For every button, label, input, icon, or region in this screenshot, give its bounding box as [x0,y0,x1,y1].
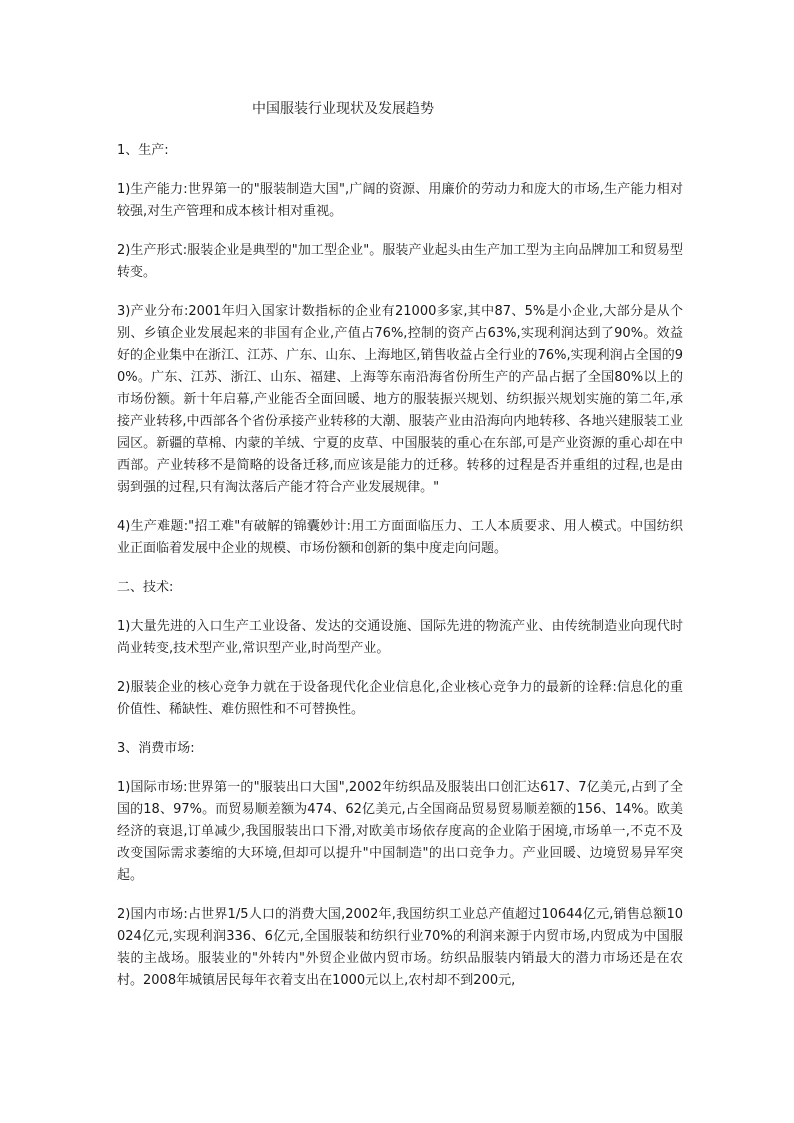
section-heading-consumer-market: 3、消费市场: [117,741,195,756]
paragraph-industry-distribution: 3)产业分布:2001年归入国家计数指标的企业有21000多家,其中87、5%是小企业,大部分是从个别、乡镇企业发展起来的非国有企业,产值占76%,控制的资产占63%,实现利润达到了90%。效益好的企业集中在浙江、江苏、广东、山东、上海地区,销售收益占全行业的76%,实现利润占全国的90%。广东、江苏、浙江、山东、福建、上海等东南沿海省份所生产的产品占据了全国80%以上的市场份额。新十年启幕,产业能否全面回暖、地方的服装振兴规划、纺织振兴规划实施的第二年,承接产业转移,中西部各个省份承接产业转移的大潮、服装产业由沿海向内地转移、各地兴建服装工业园区。新疆的草棉、内蒙的羊绒、宁夏的皮草、中国服装的重心在东部,可是产业资源的重心却在中西部。产业转移不是简略的设备迁移,而应该是能力的迁移。转移的过程是否并重组的过程,也是由弱到强的过程,只有淘汰落后产能才符合产业发展规律。" [117,304,683,495]
document-body [117,140,683,1009]
paragraph-production-difficulty: 4)生产难题:"招工难"有破解的锦囊妙计:用工方面面临压力、工人本质要求、用人模式。中国纺织业正面临着发展中企业的规模、市场份额和创新的集中度走向问题。 [117,519,683,556]
paragraph-technology-2: 2)服装企业的核心竞争力就在于设备现代化企业信息化,企业核心竞争力的最新的诠释:信息化的重价值性、稀缺性、难仿照性和不可替换性。 [117,680,683,717]
paragraph-production-capacity: 1)生产能力:世界第一的"服装制造大国",广阔的资源、用廉价的劳动力和庞大的市场,生产能力相对较强,对生产管理和成本核计相对重视。 [117,182,683,219]
paragraph-production-form: 2)生产形式:服装企业是典型的"加工型企业"。服装产业起头由生产加工型为主向品牌加工和贸易型转变。 [117,243,683,280]
section-heading-production: 1、生产: [117,143,169,158]
paragraph-technology-1: 1)大量先进的入口生产工业设备、发达的交通设施、国际先进的物流产业、由传统制造业向现代时尚业转变,技术型产业,常识型产业,时尚型产业。 [117,619,683,656]
document-title: 中国服装行业现状及发展趋势 [252,101,434,117]
paragraph-domestic-market: 2)国内市场:占世界1/5人口的消费大国,2002年,我国纺织工业总产值超过10644亿元,销售总额10024亿元,实现利润336、6亿元,全国服装和纺织行业70%的利润来源于内贸市场,内贸成为中国服装的主战场。服装业的"外转内"外贸企业做内贸市场。纺织品服装内销最大的潜力市场还是在农村。2008年城镇居民每年衣着支出在1000元以上,农村却不到200元, [117,907,683,988]
section-heading-technology: 二、技术: [117,580,174,595]
paragraph-international-market: 1)国际市场:世界第一的"服装出口大国",2002年纺织品及服装出口创汇达617、7亿美元,占到了全国的18、97%。而贸易顺差额为474、62亿美元,占全国商品贸易贸易顺差额的156、14%。欧美经济的衰退,订单减少,我国服装出口下滑,对欧美市场依存度高的企业陷于困境,市场单一,不克不及改变国际需求萎缩的大环境,但却可以提升"中国制造"的出口竞争力。产业回暖、边境贸易异军突起。 [117,780,683,883]
